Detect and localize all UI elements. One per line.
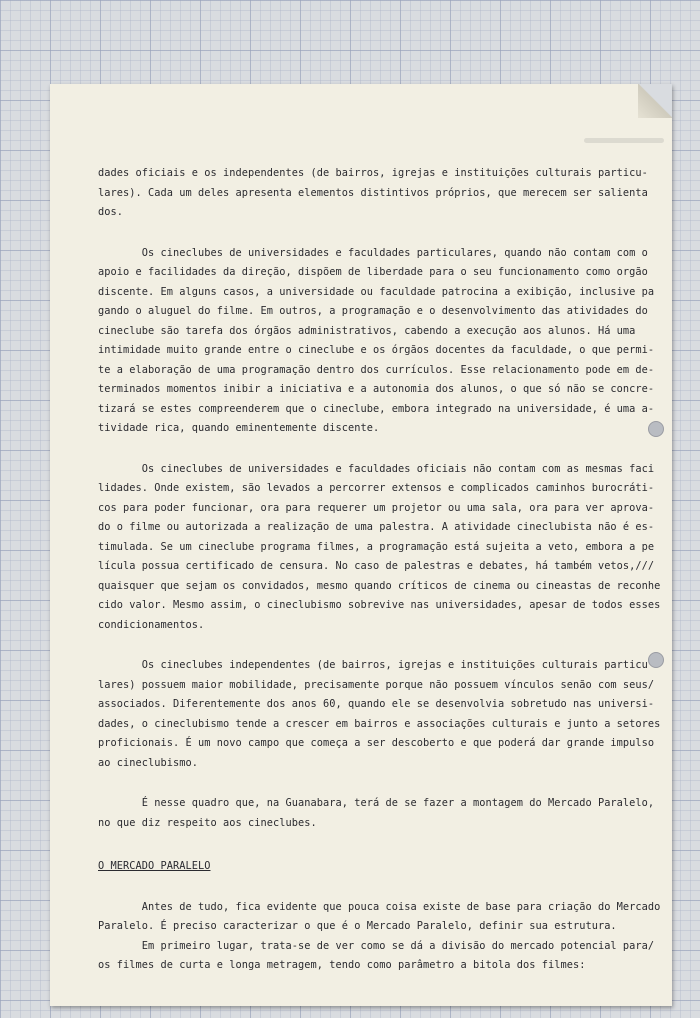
paragraph (98, 656, 661, 773)
text-line: Paralelo. É preciso caracterizar o que é o Mercado Paralelo, definir sua estrutura. (98, 920, 617, 932)
paragraph (98, 460, 661, 636)
text-line: te a elaboração de uma programação dentro dos currículos. Esse relacionamento pode em de- (98, 363, 655, 376)
text-line: Os cineclubes de universidades e faculdades oficiais não contam com as mesmas faci (98, 462, 655, 475)
section-heading: O MERCADO PARALELO (98, 860, 211, 872)
text-line: dades, o cineclubismo tende a crescer em bairros e associações culturais e junto a setores (98, 717, 661, 730)
paragraph (98, 164, 658, 223)
text-line: terminados momentos inibir a iniciativa e a autonomia dos alunos, o que só não se concre- (98, 383, 655, 395)
paragraph (98, 898, 661, 937)
text-line: gando o aluguel do filme. Em outros, a programação e o desenvolvimento das atividades do (98, 305, 648, 317)
text-line: dos. (98, 206, 123, 218)
text-line: Antes de tudo, fica evidente que pouca coisa existe de base para criação do Mercado (98, 900, 661, 913)
text-line: Os cineclubes independentes (de bairros, igrejas e instituições culturais particu (98, 659, 648, 671)
text-line: associados. Diferentemente dos anos 60, quando ele se desenvolvia sobretudo nas universi- (98, 698, 655, 710)
text-line: do o filme ou autorizada a realização de uma palestra. A atividade cineclubista não é es- (98, 521, 655, 533)
text-line: quaisquer que sejam os convidados, mesmo quando críticos de cinema ou cineastas de reconhe (98, 579, 661, 592)
paragraph (98, 244, 658, 439)
text-line: lícula possua certificado de censura. No caso de palestras e debates, há também vetos,/// (98, 560, 655, 572)
text-line: cos para poder funcionar, ora para requerer um projetor ou uma sala, ora para ver aprova- (98, 501, 655, 514)
text-line: tizará se estes compreenderem que o cineclube, embora integrado na universidade, é uma a- (98, 402, 655, 415)
text-line: condicionamentos. (98, 618, 205, 631)
text-line: timulada. Se um cineclube programa filmes, a programação está sujeita a veto, embora a pe (98, 540, 655, 553)
text-line: discente. Em alguns casos, a universidade ou faculdade patrocina a exibição, inclusive pa (98, 285, 655, 298)
text-line: no que diz respeito aos cineclubes. (98, 816, 317, 829)
typewritten-text (98, 164, 661, 976)
paragraph (98, 794, 658, 833)
text-line: ao cineclubismo. (98, 756, 198, 769)
text-line: É nesse quadro que, na Guanabara, terá de se fazer a montagem do Mercado Paralelo, (98, 797, 655, 809)
text-line: cido valor. Mesmo assim, o cineclubismo sobrevive nas universidades, apesar de todos esses (98, 599, 661, 611)
paper-smudge (584, 138, 664, 143)
text-line: cineclube são tarefa dos órgãos administrativos, cabendo a execução aos alunos. Há uma (98, 324, 636, 337)
text-line: Em primeiro lugar, trata-se de ver como se dá a divisão do mercado potencial para/ (98, 939, 655, 952)
document-page (50, 84, 672, 1006)
text-line: Os cineclubes de universidades e faculdades particulares, quando não contam com o (98, 246, 648, 259)
text-line: tividade rica, quando eminentemente discente. (98, 422, 380, 434)
text-line: proficionais. É um novo campo que começa a ser descoberto e que poderá dar grande impulso (98, 737, 655, 749)
folded-corner (638, 84, 672, 118)
text-line: lares). Cada um deles apresenta elementos distintivos próprios, que merecem ser salienta (98, 186, 648, 199)
text-line: lidades. Onde existem, são levados a percorrer extensos e complicados caminhos burocráti- (98, 482, 655, 494)
text-line: os filmes de curta e longa metragem, tendo como parâmetro a bitola dos filmes: (98, 959, 586, 971)
paragraph (98, 937, 658, 976)
text-line: intimidade muito grande entre o cineclube e os órgãos docentes da faculdade, o que permi- (98, 344, 655, 356)
text-line: dades oficiais e os independentes (de bairros, igrejas e instituições culturais particu- (98, 167, 648, 179)
text-line: apoio e facilidades da direção, dispõem de liberdade para o seu funcionamento como orgão (98, 266, 648, 278)
text-line: lares) possuem maior mobilidade, precisamente porque não possuem vínculos senão com seus/ (98, 678, 655, 691)
